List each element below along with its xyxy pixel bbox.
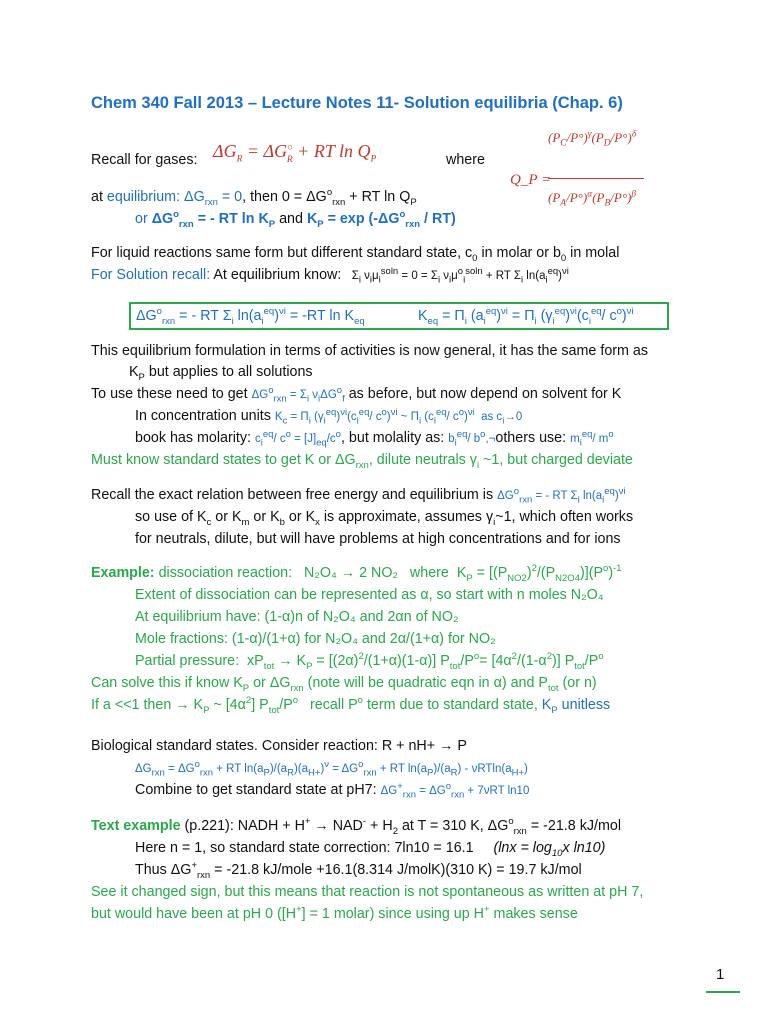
example-line4: Mole fractions: (1-α)/(1+α) for N₂O₄ and 2α/(1+α) for NO₂ [135, 631, 496, 647]
key-relation-left: $\Delta G^o_{rxn}$ = - RT $\Sigma_i$ $\ln(a_i^{eq})^{\nu i} = -RT$ $\ln K_{eq}$ [136, 306, 365, 327]
para2-line2: In concentration units $K_c = \Pi_i$ $(\gamma_i^{eq})^{\nu i}(c_i^{eq}/$ $c^o)^{\nu i}$ ~ $\Pi_i$ ($c_i^{eq}/$ $c^o)^{\nu i}$ as $c_i\to 0$ [135, 407, 523, 427]
text-example-line3: Thus $\Delta G^+_{rxn} = -21.8$ kJ/mole +16.1(8.314 J/molK)(310 K) = 19.7 kJ/mol [135, 860, 582, 881]
example-line7: If a <<1 then → $K_P$ ~ $[4\alpha^2]$ $P_{tot}/P^o$ recall $P^o$ term due to standard state, $K_P$ unitless [91, 695, 611, 716]
text-example-line4: See it changed sign, but this means that reaction is not spontaneous as written at pH 7, [91, 884, 644, 900]
equilibrium-k-line: or $\Delta G^o_{rxn}$ = - RT $\ln K_P$ and $K_P = \exp (-\Delta G^o_{rxn} / RT)$ [135, 209, 456, 230]
example-line2: Extent of dissociation can be represented as α, so start with n moles N₂O₄ [135, 587, 604, 603]
recall-gases-label: Recall for gases: [91, 152, 198, 168]
bio-line2: $\Delta G_{rxn} = \Delta G^o_{rxn}$ + RT $\ln(a_P)/(a_R)(a_{H+})^\nu = \Delta G^o_{rxn}$ + RT $\ln(a_P)/(a_R) - \nu RTln(a_{H+})$ [135, 759, 528, 779]
para3-line2: so use of $K_c$ or $K_m$ or $K_b$ or $K_x$ is approximate, assumes $\gamma_i\sim 1$, which often works [135, 509, 634, 528]
where-label: where [446, 152, 485, 168]
text-example-line2: Here n = 1, so standard state correction: 7ln10 = 16.1 ($\ln x = \log_{10}x$ ln10) [135, 840, 606, 859]
para1-line2: $K_P$ but applies to all solutions [129, 364, 313, 383]
para3-line1: Recall the exact relation between free energy and equilibrium is $\Delta G^o_{rxn}$ = - RT $\Sigma_i$ $\ln(a_i^{eq})^{\nu i}$ [91, 486, 626, 506]
text-example-line5: but would have been at pH 0 ([H+] = 1 molar) since using up H+ makes sense [91, 904, 578, 922]
para2-line1: To use these need to get $\Delta G^o_{rxn} = \Sigma_i$ $\nu_i\Delta G^o_f$ as before, but now depend on solvent for K [91, 385, 622, 405]
text-example-line1: Text example (p.221): NADH + $H^+ \to NAD^- + H_2$ at T = 310 K, $\Delta G^o_{rxn} = -21.8$ kJ/mol [91, 816, 622, 837]
para1-line1: This equilibrium formulation in terms of activities is now general, it has the same form as [91, 343, 649, 359]
bio-line1: Biological standard states. Consider reaction: R + nH+ → P [91, 738, 467, 754]
bio-line3: Combine to get standard state at pH7: $\Delta G^+_{rxn} = \Delta G^o_{rxn} + 7\nu RT$ ln10 [135, 781, 530, 801]
para2-line4: Must know standard states to get K or $\Delta G_{rxn}$, dilute neutrals $\gamma_i$ ~1, but charged deviate [91, 452, 633, 471]
qp-formula: Q_P = $(P_C/P^\circ)^\gamma(P_D/P^\circ)^\delta$ $(P_A/P^\circ)^\alpha(P_B/P^\circ)^\beta$ [510, 130, 660, 230]
gibbs-equation: $\Delta G_R = \Delta G^○_R$ + RT $\ln Q_P$ [213, 141, 377, 165]
example-line5: Partial pressure: $xP_{tot} \to K_P = [(2\alpha)^2/(1+\alpha)(1-\alpha)]$ $P_{tot}/P^o= [4\alpha^2/(1-\alpha^2)]$ $P_{tot}/P^o$ [135, 651, 604, 672]
page-title: Chem 340 Fall 2013 – Lecture Notes 11- Solution equilibria (Chap. 6) [91, 94, 623, 112]
equilibrium-line: at equilibrium: $\Delta G_{rxn} = 0$, then $0 = \Delta G^o_{rxn}$ + RT $\ln Q_P$ [91, 187, 417, 208]
example-line6: Can solve this if know $K_P$ or $\Delta G_{rxn}$ (note will be quadratic eqn in α) and $P_{tot}$ (or n) [91, 675, 597, 694]
page-number-underline [706, 991, 740, 993]
solution-recall-line: For Solution recall: At equilibrium know: $\Sigma_i$ $\nu_i\mu_i^{soln} = 0 = \Sigma_i$ $\nu_i\mu^o_i^{soln}$ + RT $\Sigma_i$ $\ln(a_i^{eq})^{\nu i}$ [91, 266, 569, 286]
example-line1: Example: dissociation reaction: N₂O₄ → 2 NO₂ where $K_P = [(P_{NO2})^2/(P_{N2O4})](P^o)^{-1}$ [91, 563, 622, 584]
para3-line3: for neutrals, dilute, but will have problems at high concentrations and for ions [135, 531, 621, 547]
page-number: 1 [716, 966, 725, 983]
liquid-reactions-line: For liquid reactions same form but different standard state, $c_0$ in molar or $b_0$ in molal [91, 245, 620, 264]
para2-line3: book has molarity: $c_i^{eq}/$ $c^o = [J]_{eq}/c^o$, but molality as: $b_i^{eq}/$ $b^o,\neg others$ use: $m_i^{eq}/$ $m^o$ [135, 429, 614, 449]
key-relation-right: $K_{eq} = \Pi_i$ $(a_i^{eq})^{\nu i} = \Pi_i$ $(\gamma_i^{eq})^{\nu i}(c_i^{eq}/$ $c^o)^{\nu i}$ [418, 306, 634, 327]
example-line3: At equilibrium have: (1-α)n of N₂O₄ and 2αn of NO₂ [135, 609, 459, 625]
